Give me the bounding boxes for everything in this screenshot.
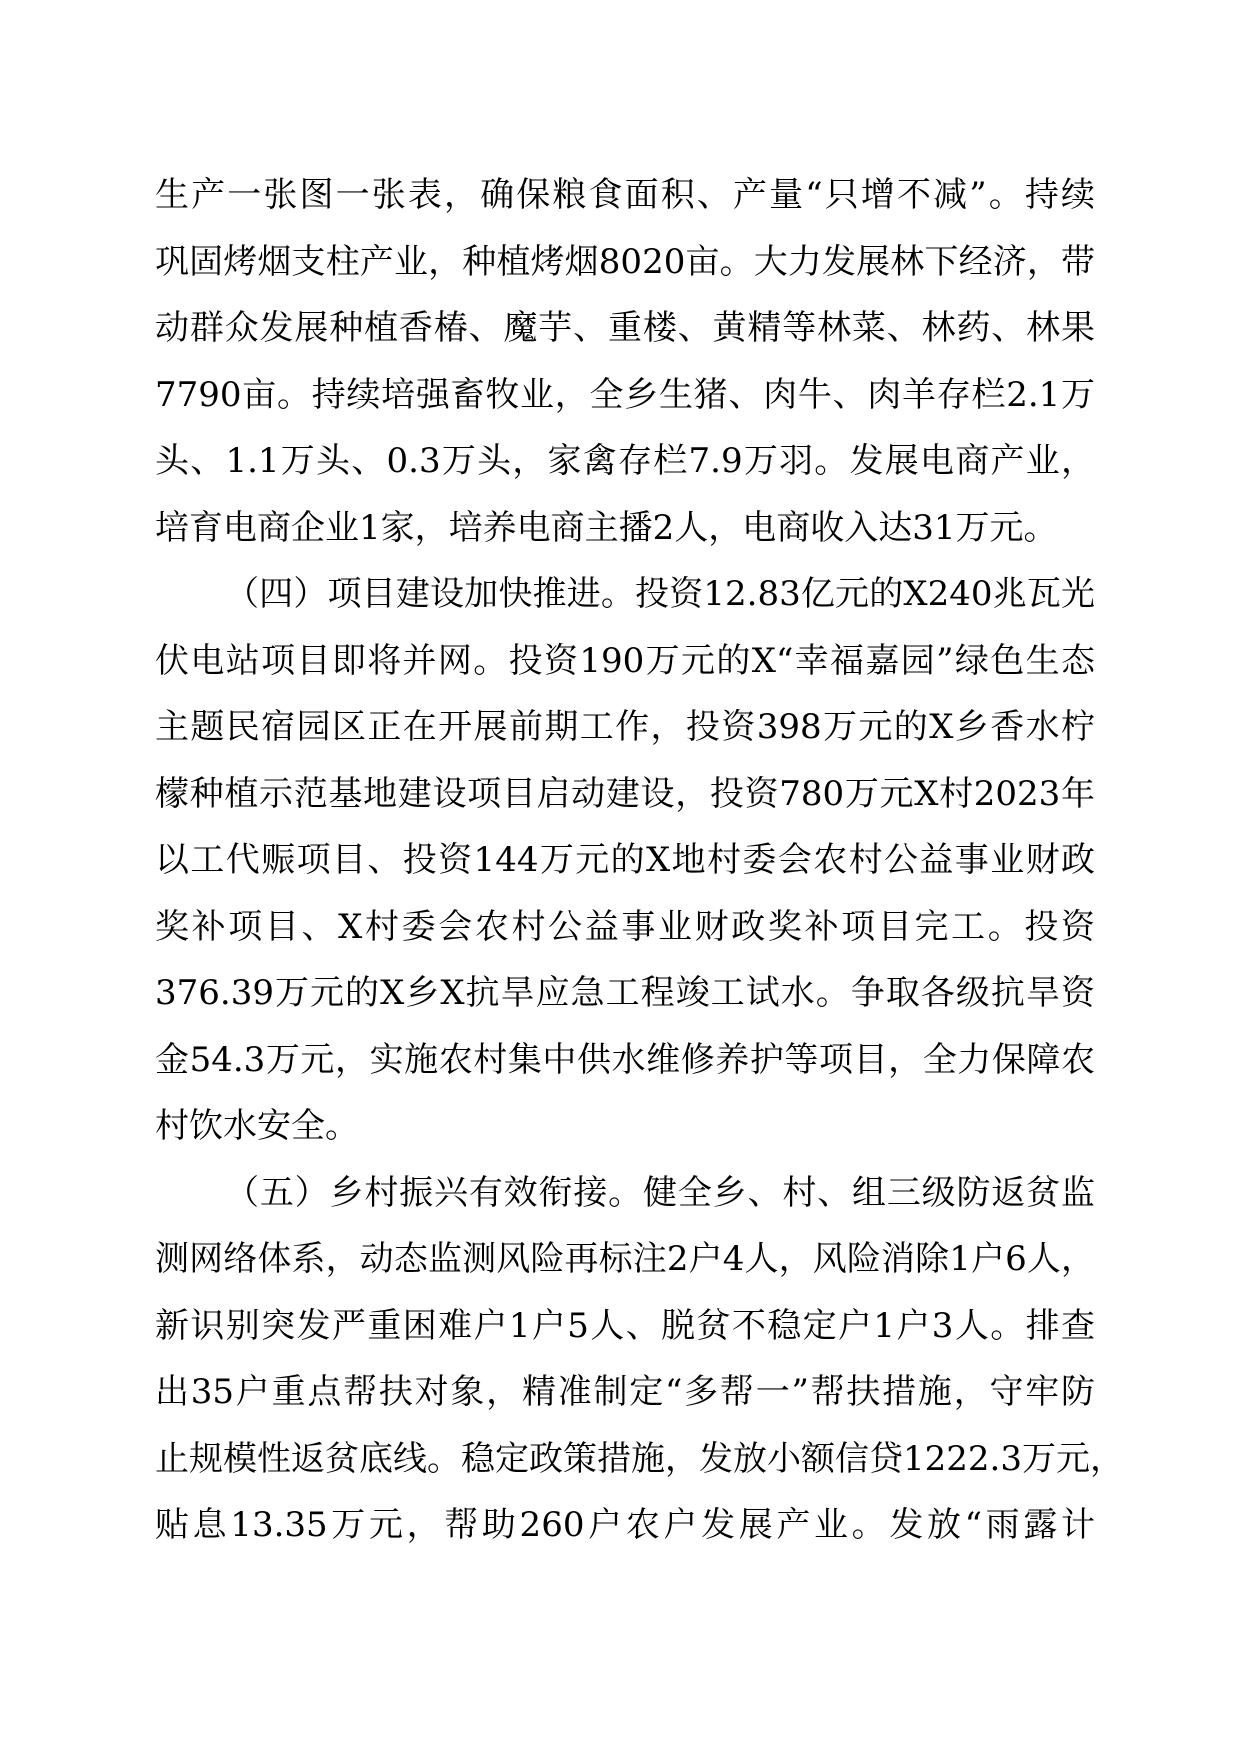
paragraph-line: 止规模性返贫底线。稳定政策措施，发放小额信贷1222.3万元， — [155, 1439, 1124, 1479]
paragraph-line: 7790亩。持续培强畜牧业，全乡生猪、肉牛、肉羊存栏2.1万 — [155, 375, 1095, 415]
paragraph-line: 以工代赈项目、投资144万元的X地村委会农村公益事业财政 — [155, 840, 1095, 880]
paragraph-line: 金54.3万元，实施农村集中供水维修养护等项目，全力保障农 — [155, 1040, 1095, 1080]
paragraph-line: 村饮水安全。 — [155, 1106, 359, 1146]
paragraph-line: 主题民宿园区正在开展前期工作，投资398万元的X乡香水柠 — [155, 707, 1095, 747]
paragraph-line: 新识别突发严重困难户1户5人、脱贫不稳定户1户3人。排查 — [155, 1306, 1095, 1346]
paragraph-line: 生产一张图一张表，确保粮食面积、产量“只增不减”。持续 — [155, 175, 1095, 215]
paragraph-line: 测网络体系，动态监测风险再标注2户4人，风险消除1户6人， — [155, 1239, 1095, 1279]
paragraph-line: 贴息13.35万元，帮助260户农户发展产业。发放“雨露计 — [155, 1505, 1095, 1545]
paragraph-line: 伏电站项目即将并网。投资190万元的X“幸福嘉园”绿色生态 — [155, 641, 1095, 681]
paragraph-line: 培育电商企业1家，培养电商主播2人，电商收入达31万元。 — [155, 508, 1058, 548]
section-heading-line: （四）项目建设加快推进。投资12.83亿元的X240兆瓦光 — [225, 574, 1095, 614]
paragraph-line: 376.39万元的X乡X抗旱应急工程竣工试水。争取各级抗旱资 — [155, 973, 1095, 1013]
paragraph-line: 动群众发展种植香椿、魔芋、重楼、黄精等林菜、林药、林果 — [155, 308, 1095, 348]
paragraph-line: 檬种植示范基地建设项目启动建设，投资780万元X村2023年 — [155, 774, 1095, 814]
paragraph-line: 奖补项目、X村委会农村公益事业财政奖补项目完工。投资 — [155, 907, 1095, 947]
paragraph-line: 头、1.1万头、0.3万头，家禽存栏7.9万羽。发展电商产业， — [155, 441, 1095, 481]
paragraph-line: 巩固烤烟支柱产业，种植烤烟8020亩。大力发展林下经济，带 — [155, 242, 1095, 282]
paragraph-line: 出35户重点帮扶对象，精准制定“多帮一”帮扶措施，守牢防 — [155, 1372, 1095, 1412]
section-heading-line: （五）乡村振兴有效衔接。健全乡、村、组三级防返贫监 — [225, 1173, 1095, 1213]
